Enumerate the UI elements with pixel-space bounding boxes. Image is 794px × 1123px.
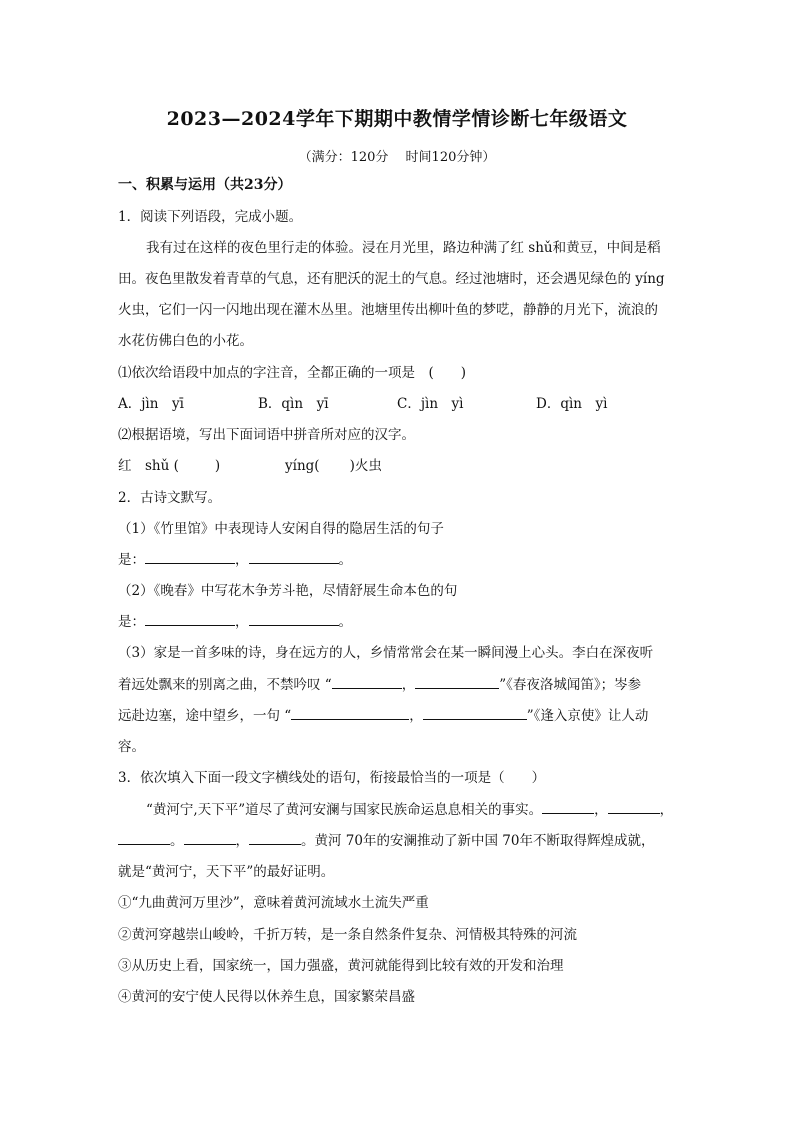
answer-blank[interactable]	[423, 706, 527, 720]
text: 着远处飘来的别离之曲，不禁吟叹 “	[118, 677, 332, 693]
q1-sub1: ⑴依次给语段中加点的字注音，全都正确的一项是 ( )	[118, 365, 467, 381]
q3-item: ④黄河的安宁使人民得以休养生息，国家繁荣昌盛	[118, 989, 415, 1005]
q2-part3-line	[118, 675, 641, 695]
text: ”《逢入京使》让人动	[526, 708, 649, 724]
period: 。	[338, 552, 352, 568]
fill-b-suffix: )火虫	[349, 458, 382, 474]
comma: ，	[235, 833, 249, 849]
comma: ，	[401, 677, 416, 693]
answer-prefix: 是：	[118, 614, 145, 630]
q3-item: ③从历史上看，国家统一，国力强盛，黄河就能得到比较有效的开发和治理	[118, 958, 564, 974]
comma: ，	[235, 614, 249, 630]
q1-para-line: 水花仿佛白色的小花。	[118, 333, 253, 349]
option-d: D．qìn yì	[536, 396, 608, 412]
q2-part3-line	[118, 706, 648, 726]
fill-a-suffix: )	[214, 458, 221, 474]
comma: ，	[594, 802, 608, 818]
answer-blank[interactable]	[145, 612, 235, 626]
answer-blank[interactable]	[249, 612, 339, 626]
answer-blank[interactable]	[608, 800, 660, 814]
q1-stem: 1．阅读下列语段，完成小题。	[118, 209, 303, 225]
answer-blank[interactable]	[332, 675, 402, 689]
page-subtitle: （满分：120分 时间120分钟）	[298, 150, 496, 165]
q3-stem: 3．依次填入下面一段文字横线处的语句，衔接最恰当的一项是（ ）	[118, 770, 546, 786]
q2-part3-line: （3）家是一首多味的诗，身在远方的人，乡情常常会在某一瞬间漫上心头。李白在深夜听	[118, 645, 654, 661]
text: ”《春夜洛城闻笛》；岑参	[499, 677, 642, 693]
q1-para-line: 田。夜色里散发着青草的气息，还有肥沃的泥土的气息。经过池塘时，还会遇见绿色的 yíng	[118, 271, 665, 287]
q2-stem: 2．古诗文默写。	[118, 490, 222, 506]
comma: ，	[235, 552, 249, 568]
answer-blank[interactable]	[249, 831, 301, 845]
option-b: B．qìn yī	[258, 396, 329, 412]
q2-part1-line: （1）《竹里馆》中表现诗人安闲自得的隐居生活的句子	[118, 521, 444, 537]
q1-sub2: ⑵根据语境，写出下面词语中拼音所对应的汉字。	[118, 427, 415, 443]
answer-blank[interactable]	[249, 550, 339, 564]
section-heading: 一、积累与运用（共23分）	[118, 177, 292, 193]
option-c: C．jìn yì	[397, 396, 464, 412]
period: 。	[338, 614, 352, 630]
comma: ，	[659, 802, 674, 818]
answer-blank[interactable]	[415, 675, 499, 689]
q1-para-line: 火虫，它们一闪一闪地出现在灌木丛里。池塘里传出柳叶鱼的梦呓，静静的月光下，流浪的	[118, 302, 658, 318]
option-a: A．jìn yī	[118, 396, 184, 412]
q3-item: ②黄河穿越崇山峻岭，千折万转，是一条自然条件复杂、河情极其特殊的河流	[118, 927, 577, 943]
q3-item: ①“九曲黄河万里沙”，意味着黄河流域水土流失严重	[118, 895, 429, 911]
q2-part1-answer	[118, 550, 352, 570]
text: “黄河宁,天下平”道尽了黄河安澜与国家民族命运息息相关的事实。	[146, 802, 543, 818]
q3-para-line	[118, 831, 654, 851]
text: 远赴边塞，途中望乡，一句 “	[118, 708, 292, 724]
fill-b-prefix: yíng(	[285, 458, 320, 474]
q2-part3-line: 容。	[118, 739, 145, 755]
answer-blank[interactable]	[118, 831, 170, 845]
answer-blank[interactable]	[291, 706, 409, 720]
fill-a-prefix: 红 shǔ (	[118, 458, 179, 474]
q3-para-line	[146, 800, 673, 820]
q3-para-line: 就是“黄河宁，天下平”的最好证明。	[118, 864, 335, 880]
q1-para-line: 我有过在这样的夜色里行走的体验。浸在月光里，路边种满了红 shǔ和黄豆，中间是稻	[146, 240, 661, 256]
answer-blank[interactable]	[542, 800, 594, 814]
q1-fill-row	[118, 456, 220, 476]
page-title: 2023—2024学年下期期中教情学情诊断七年级语文	[166, 108, 628, 130]
q2-part2-line: （2）《晚春》中写花木争芳斗艳，尽情舒展生命本色的句	[118, 583, 458, 599]
text: 。黄河 70年的安澜推动了新中国 70年不断取得辉煌成就，	[301, 833, 655, 849]
answer-blank[interactable]	[184, 831, 236, 845]
answer-prefix: 是：	[118, 552, 145, 568]
answer-blank[interactable]	[145, 550, 235, 564]
period: 。	[170, 833, 184, 849]
comma: ，	[409, 708, 423, 724]
q2-part2-answer	[118, 612, 352, 632]
q1-fill-row-b	[285, 456, 382, 476]
